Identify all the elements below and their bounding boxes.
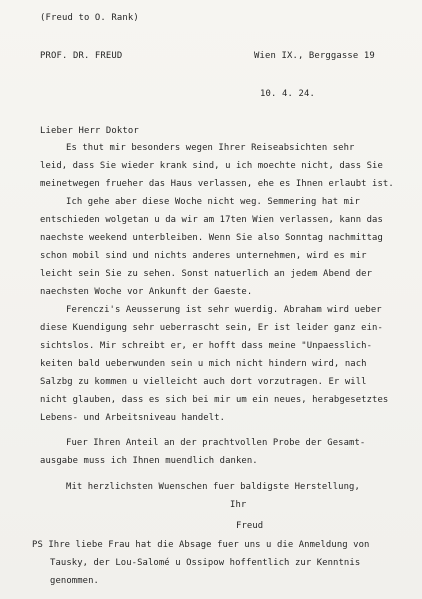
postscript-line: genommen.	[50, 576, 99, 586]
body-line: Lebens- und Arbeitsniveau handelt.	[40, 413, 226, 423]
postscript-line: Tausky, der Lou-Salomé u Ossipow hoffentlich zur Kenntnis	[50, 558, 361, 568]
body-line: naechste weekend unterbleiben. Wenn Sie also Sonntag nachmittag	[40, 233, 383, 243]
body-line: diese Kuendigung sehr ueberrascht sein, Er ist leider ganz ein-	[40, 323, 383, 333]
body-line: naechsten Woche vor Ankunft der Gaeste.	[40, 287, 253, 297]
body-line: Salzbg zu kommen u vielleicht auch dort vorzutragen. Er will	[40, 377, 367, 387]
letter-date: 10. 4. 24.	[260, 89, 315, 99]
body-line: meinetwegen frueher das Haus verlassen, ehe es Ihnen erlaubt ist.	[40, 179, 394, 189]
signature-name: Freud	[236, 521, 264, 531]
body-line: ausgabe muss ich Ihnen muendlich danken.	[40, 456, 258, 466]
postscript-line: PS Ihre liebe Frau hat die Absage fuer uns u die Anmeldung von	[32, 540, 370, 550]
body-line: Ich gehe aber diese Woche nicht weg. Semmering hat mir	[66, 197, 360, 207]
body-line: leicht sein Sie zu sehen. Sonst natuerlich an jedem Abend der	[40, 269, 373, 279]
body-line: sichtslos. Mir schreibt er, er hofft dass meine "Unpaesslich-	[40, 341, 373, 351]
body-line: leid, dass Sie wieder krank sind, u ich moechte nicht, dass Sie	[40, 161, 383, 171]
letterhead-name: PROF. DR. FREUD	[40, 51, 123, 61]
archive-caption: (Freud to O. Rank)	[40, 13, 139, 23]
body-line: keiten bald ueberwunden sein u mich nicht hindern wird, nach	[40, 359, 367, 369]
body-line: schon mobil sind und nichts anderes unternehmen, wird es mir	[40, 251, 367, 261]
body-line: Ferenczi's Aeusserung ist sehr wuerdig. Abraham wird ueber	[66, 305, 382, 315]
body-line: Es thut mir besonders wegen Ihrer Reiseabsichten sehr	[66, 143, 355, 153]
letterhead-address: Wien IX., Berggasse 19	[254, 51, 375, 61]
body-line: Fuer Ihren Anteil an der prachtvollen Probe der Gesamt-	[66, 438, 366, 448]
salutation: Lieber Herr Doktor	[40, 126, 139, 136]
body-line: entschieden wolgetan u da wir am 17ten Wien verlassen, kann das	[40, 215, 383, 225]
closing-ihr: Ihr	[230, 500, 247, 510]
closing-line: Mit herzlichsten Wuenschen fuer baldigste Herstellung,	[66, 482, 360, 492]
body-line: nicht glauben, dass es sich bei mir um ein neues, herabgesetztes	[40, 395, 389, 405]
